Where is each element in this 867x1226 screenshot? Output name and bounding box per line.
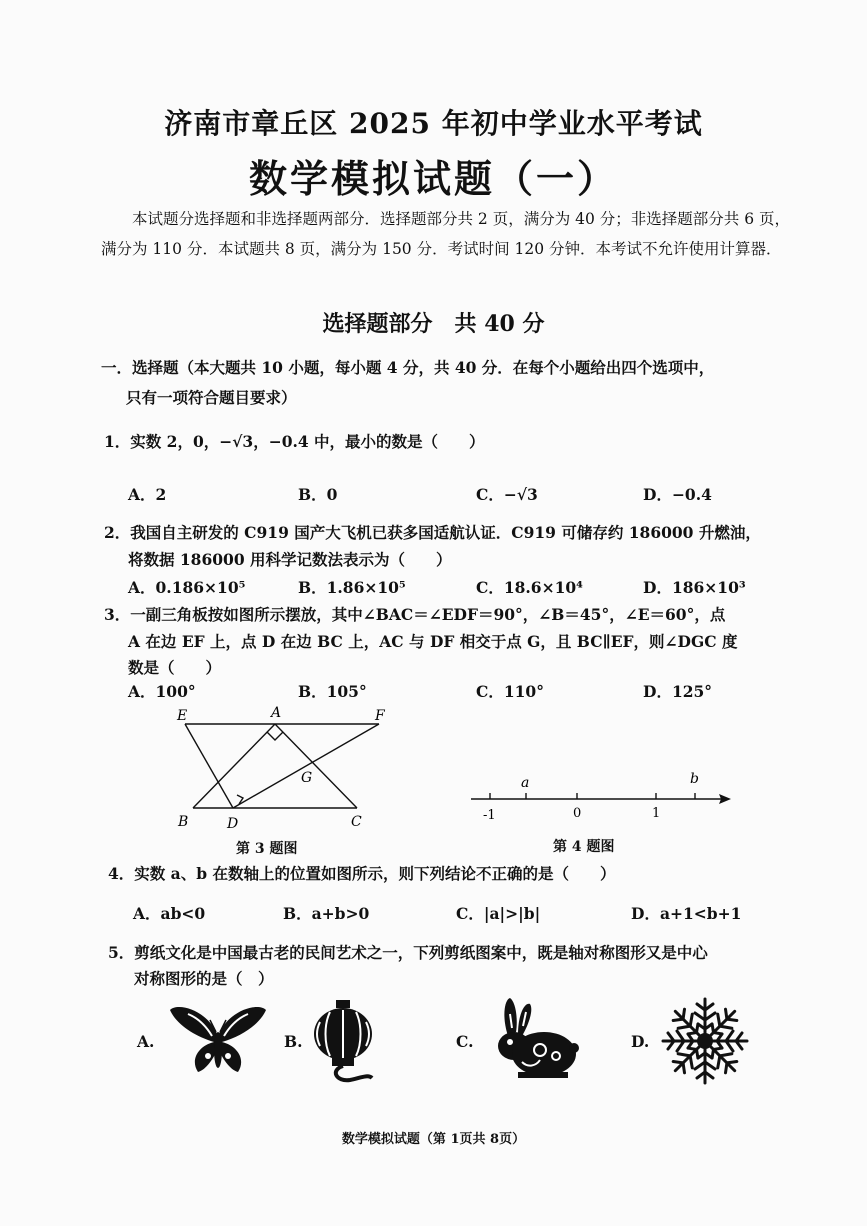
q2-stem-line1: 2．我国自主研发的 C919 国产大飞机已获多国适航认证．C919 可储存约 186000 升燃油， <box>104 523 761 542</box>
butterfly-papercut-image <box>168 1000 268 1082</box>
q3-figure-caption: 第 3 题图 <box>236 841 298 857</box>
q4-figure-caption: 第 4 题图 <box>553 839 615 855</box>
q2-option-a: A．0.186×10⁵ <box>128 578 246 597</box>
label-neg1: -1 <box>483 808 496 823</box>
label-0: 0 <box>573 806 582 821</box>
q3-stem-line3: 数是（ ） <box>128 658 222 677</box>
exam-title: 济南市章丘区 2025 年初中学业水平考试 <box>164 107 703 140</box>
q5-option-a: A. <box>137 1032 155 1051</box>
q3-stem-line1: 3．一副三角板按如图所示摆放，其中∠BAC＝∠EDF＝90°，∠B＝45°，∠E＝60°，点 <box>104 605 726 624</box>
q4-option-a: A．ab<0 <box>133 904 206 923</box>
label-F: F <box>375 708 385 724</box>
label-a: a <box>521 775 530 791</box>
rabbit-papercut-image <box>488 996 580 1082</box>
q5-stem-line1: 5．剪纸文化是中国最古老的民间艺术之一，下列剪纸图案中，既是轴对称图形又是中心 <box>108 943 708 962</box>
q1-option-a: A．2 <box>128 485 167 504</box>
q4-number-line-figure <box>465 765 740 825</box>
segment-DF <box>233 724 379 808</box>
q3-triangle-figure <box>165 700 405 840</box>
q1-option-d: D．−0.4 <box>643 485 712 504</box>
q4-stem: 4．实数 a、b 在数轴上的位置如图所示，则下列结论不正确的是（ ） <box>108 864 616 883</box>
segment-ED <box>185 724 233 808</box>
section-title: 选择题部分 共 40 分 <box>322 311 545 337</box>
label-D: D <box>227 816 239 832</box>
label-A: A <box>271 705 282 721</box>
q2-option-d: D．186×10³ <box>643 578 746 597</box>
q3-stem-line2: A 在边 EF 上，点 D 在边 BC 上，AC 与 DF 相交于点 G，且 BC∥EF，则∠DGC 度 <box>128 632 738 651</box>
segment-AC <box>275 724 357 808</box>
q4-option-b: B．a+b>0 <box>283 904 370 923</box>
q1-option-b: B．0 <box>298 485 338 504</box>
q2-option-c: C．18.6×10⁴ <box>476 578 583 597</box>
intro-paragraph: 本试题分选择题和非选择题两部分．选择题部分共 2 页，满分为 40 分；非选择题部分共 6 页，满分为 110 分．本试题共 8 页，满分为 150 分．考试时间 120 分钟．本考试不允许使用计算器． <box>101 210 791 258</box>
label-B: B <box>178 814 189 830</box>
q1-stem: 1．实数 2，0，−√3，−0.4 中，最小的数是（ ） <box>104 432 485 451</box>
part-instructions-line2: 只有一项符合题目要求） <box>126 388 297 407</box>
label-G: G <box>301 770 313 786</box>
label-C: C <box>351 814 362 830</box>
q3-option-a: A．100° <box>128 682 196 701</box>
q4-option-d: D．a+1<b+1 <box>631 904 742 923</box>
q3-option-d: D．125° <box>643 682 713 701</box>
q5-option-d: D. <box>631 1032 650 1051</box>
label-E: E <box>177 708 188 724</box>
q2-stem-line2: 将数据 186000 用科学记数法表示为（ ） <box>128 550 452 569</box>
right-angle-mark-A <box>267 732 283 740</box>
segment-AB <box>193 724 275 808</box>
q5-stem-line2: 对称图形的是（ ） <box>134 969 274 988</box>
q5-option-b: B. <box>284 1032 303 1051</box>
label-1: 1 <box>652 806 661 821</box>
q1-option-c: C．−√3 <box>476 485 538 504</box>
q2-option-b: B．1.86×10⁵ <box>298 578 406 597</box>
q4-option-c: C．|a|>|b| <box>456 904 541 923</box>
q3-option-c: C．110° <box>476 682 544 701</box>
page-footer: 数学模拟试题（第 1页共 8页） <box>341 1132 526 1147</box>
label-b: b <box>690 771 699 787</box>
part-instructions-line1: 一．选择题（本大题共 10 小题，每小题 4 分，共 40 分．在每个小题给出四个选项中， <box>101 358 715 377</box>
exam-subtitle: 数学模拟试题（一） <box>248 156 618 201</box>
q5-option-c: C. <box>456 1032 474 1051</box>
q3-option-b: B．105° <box>298 682 367 701</box>
snowflake-papercut-image <box>660 996 750 1086</box>
lantern-papercut-image <box>310 998 376 1084</box>
